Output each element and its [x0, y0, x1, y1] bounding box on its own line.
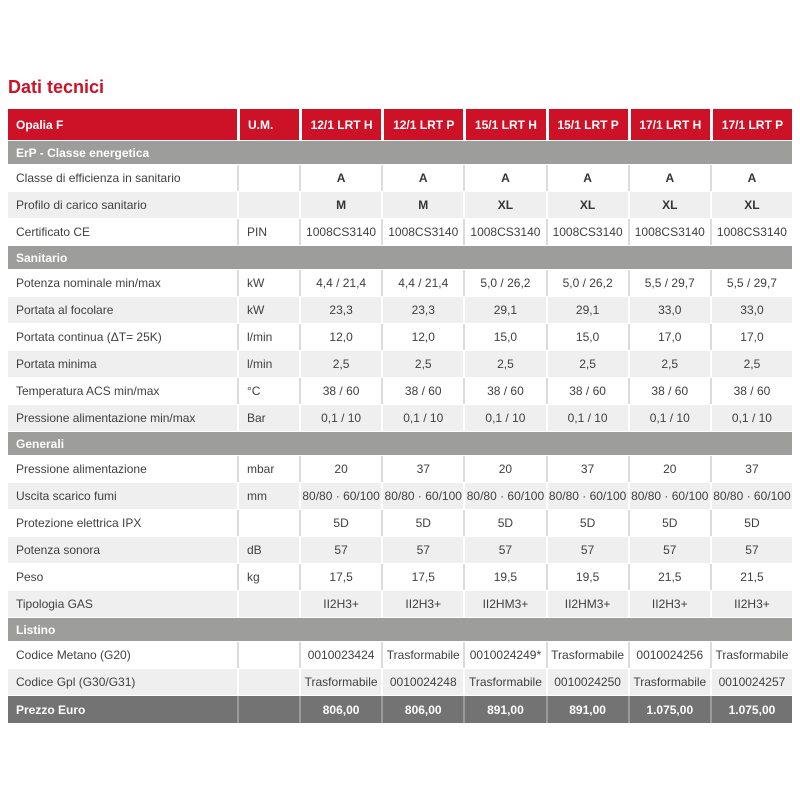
value-cell: A: [710, 165, 792, 191]
value-cell: 5,5 / 29,7: [710, 270, 792, 296]
value-cell: 80/80 · 60/100: [463, 483, 545, 509]
row-um: dB: [237, 537, 299, 563]
value-cell: 5,0 / 26,2: [546, 270, 628, 296]
row-um: kW: [237, 297, 299, 323]
value-cell: 0010024250: [546, 669, 628, 695]
value-cell: 17,5: [381, 564, 463, 590]
value-cell: 1008CS3140: [546, 219, 628, 245]
row-label: Prezzo Euro: [8, 696, 237, 723]
row-label: Tipologia GAS: [8, 591, 237, 617]
value-cell: 38 / 60: [546, 378, 628, 404]
value-cell: 12,0: [299, 324, 381, 350]
section-header-label: Sanitario: [8, 246, 792, 269]
value-cell: II2H3+: [299, 591, 381, 617]
value-cell: 57: [710, 537, 792, 563]
value-cell: 15,0: [546, 324, 628, 350]
col-header-model: 17/1 LRT H: [628, 109, 710, 140]
value-cell: A: [299, 165, 381, 191]
value-cell: II2H3+: [628, 591, 710, 617]
value-cell: 19,5: [463, 564, 545, 590]
value-cell: 57: [546, 537, 628, 563]
section-header-row: [8, 432, 792, 455]
value-cell: 15,0: [463, 324, 545, 350]
table-row: [8, 378, 792, 404]
row-um: kW: [237, 270, 299, 296]
value-cell: 1008CS3140: [299, 219, 381, 245]
col-header-model: 12/1 LRT H: [299, 109, 381, 140]
row-um: [237, 510, 299, 536]
table-row: [8, 537, 792, 563]
value-cell: Trasformabile: [710, 642, 792, 668]
value-cell: XL: [546, 192, 628, 218]
value-cell: 17,0: [628, 324, 710, 350]
price-cell: 1.075,00: [710, 696, 792, 723]
row-label: Certificato CE: [8, 219, 237, 245]
row-um: [237, 591, 299, 617]
row-label: Pressione alimentazione min/max: [8, 405, 237, 431]
price-cell: 1.075,00: [628, 696, 710, 723]
value-cell: 0,1 / 10: [381, 405, 463, 431]
value-cell: 5D: [628, 510, 710, 536]
value-cell: 5D: [381, 510, 463, 536]
value-cell: 57: [381, 537, 463, 563]
value-cell: 33,0: [710, 297, 792, 323]
row-um: [237, 696, 299, 723]
value-cell: 80/80 · 60/100: [546, 483, 628, 509]
value-cell: 17,0: [710, 324, 792, 350]
row-label: Classe di efficienza in sanitario: [8, 165, 237, 191]
table-row: [8, 564, 792, 590]
value-cell: II2HM3+: [463, 591, 545, 617]
row-label: Temperatura ACS min/max: [8, 378, 237, 404]
col-header-model: 15/1 LRT H: [463, 109, 545, 140]
row-um: mm: [237, 483, 299, 509]
row-um: mbar: [237, 456, 299, 482]
value-cell: A: [628, 165, 710, 191]
value-cell: 80/80 · 60/100: [710, 483, 792, 509]
value-cell: 2,5: [463, 351, 545, 377]
row-label: Portata continua (ΔT= 25K): [8, 324, 237, 350]
row-um: [237, 192, 299, 218]
value-cell: 20: [299, 456, 381, 482]
table-row: [8, 270, 792, 296]
table-row: [8, 192, 792, 218]
value-cell: A: [463, 165, 545, 191]
table-header-row: [8, 109, 792, 140]
table-row: [8, 669, 792, 695]
row-label: Peso: [8, 564, 237, 590]
value-cell: 38 / 60: [463, 378, 545, 404]
value-cell: 57: [463, 537, 545, 563]
value-cell: 5D: [546, 510, 628, 536]
value-cell: M: [299, 192, 381, 218]
table-row: [8, 483, 792, 509]
value-cell: 80/80 · 60/100: [299, 483, 381, 509]
value-cell: 0,1 / 10: [628, 405, 710, 431]
value-cell: Trasformabile: [381, 642, 463, 668]
value-cell: 1008CS3140: [381, 219, 463, 245]
value-cell: 29,1: [463, 297, 545, 323]
row-um: Bar: [237, 405, 299, 431]
value-cell: 80/80 · 60/100: [381, 483, 463, 509]
value-cell: 0010024249*: [463, 642, 545, 668]
value-cell: 38 / 60: [381, 378, 463, 404]
section-header-label: Generali: [8, 432, 792, 455]
row-label: Pressione alimentazione: [8, 456, 237, 482]
value-cell: 38 / 60: [299, 378, 381, 404]
value-cell: 37: [546, 456, 628, 482]
price-cell: 806,00: [299, 696, 381, 723]
value-cell: 2,5: [381, 351, 463, 377]
col-header-product: Opalia F: [8, 109, 237, 140]
section-header-row: [8, 246, 792, 269]
value-cell: 5D: [710, 510, 792, 536]
value-cell: 33,0: [628, 297, 710, 323]
value-cell: 4,4 / 21,4: [299, 270, 381, 296]
value-cell: A: [546, 165, 628, 191]
value-cell: 57: [628, 537, 710, 563]
row-um: PIN: [237, 219, 299, 245]
value-cell: II2H3+: [710, 591, 792, 617]
value-cell: 2,5: [546, 351, 628, 377]
value-cell: Trasformabile: [299, 669, 381, 695]
value-cell: 12,0: [381, 324, 463, 350]
col-header-model: 15/1 LRT P: [546, 109, 628, 140]
row-um: [237, 165, 299, 191]
value-cell: M: [381, 192, 463, 218]
value-cell: 21,5: [710, 564, 792, 590]
value-cell: 80/80 · 60/100: [628, 483, 710, 509]
price-cell: 891,00: [546, 696, 628, 723]
value-cell: 2,5: [710, 351, 792, 377]
value-cell: 0,1 / 10: [299, 405, 381, 431]
value-cell: 0,1 / 10: [710, 405, 792, 431]
row-label: Protezione elettrica IPX: [8, 510, 237, 536]
price-cell: 891,00: [463, 696, 545, 723]
value-cell: 17,5: [299, 564, 381, 590]
value-cell: 21,5: [628, 564, 710, 590]
value-cell: Trasformabile: [463, 669, 545, 695]
section-header-label: Listino: [8, 618, 792, 641]
value-cell: 23,3: [299, 297, 381, 323]
value-cell: 38 / 60: [628, 378, 710, 404]
value-cell: 20: [463, 456, 545, 482]
table-row: [8, 405, 792, 431]
row-um: l/min: [237, 324, 299, 350]
value-cell: 5D: [463, 510, 545, 536]
section-header-row: [8, 618, 792, 641]
table-row: [8, 324, 792, 350]
price-cell: 806,00: [381, 696, 463, 723]
section-header-label: ErP - Classe energetica: [8, 141, 792, 164]
row-um: [237, 669, 299, 695]
value-cell: 1008CS3140: [463, 219, 545, 245]
row-label: Codice Gpl (G30/G31): [8, 669, 237, 695]
value-cell: XL: [463, 192, 545, 218]
value-cell: II2H3+: [381, 591, 463, 617]
value-cell: 1008CS3140: [710, 219, 792, 245]
section-header-row: [8, 141, 792, 164]
value-cell: 1008CS3140: [628, 219, 710, 245]
table-row: [8, 165, 792, 191]
value-cell: 5,0 / 26,2: [463, 270, 545, 296]
row-label: Codice Metano (G20): [8, 642, 237, 668]
value-cell: Trasformabile: [628, 669, 710, 695]
row-um: l/min: [237, 351, 299, 377]
value-cell: XL: [628, 192, 710, 218]
value-cell: 37: [381, 456, 463, 482]
value-cell: 57: [299, 537, 381, 563]
value-cell: 0010024257: [710, 669, 792, 695]
row-um: kg: [237, 564, 299, 590]
value-cell: 23,3: [381, 297, 463, 323]
table-row: [8, 297, 792, 323]
row-label: Portata al focolare: [8, 297, 237, 323]
value-cell: II2HM3+: [546, 591, 628, 617]
value-cell: 2,5: [299, 351, 381, 377]
col-header-um: U.M.: [237, 109, 299, 140]
row-label: Portata minima: [8, 351, 237, 377]
page-title: Dati tecnici: [8, 77, 105, 97]
table-row: [8, 642, 792, 668]
value-cell: 2,5: [628, 351, 710, 377]
value-cell: 38 / 60: [710, 378, 792, 404]
table-row: [8, 351, 792, 377]
value-cell: 0010024248: [381, 669, 463, 695]
table-row: [8, 510, 792, 536]
value-cell: 29,1: [546, 297, 628, 323]
row-um: [237, 642, 299, 668]
value-cell: 37: [710, 456, 792, 482]
value-cell: XL: [710, 192, 792, 218]
value-cell: 4,4 / 21,4: [381, 270, 463, 296]
dati-table: [8, 109, 792, 723]
row-label: Potenza sonora: [8, 537, 237, 563]
row-label: Uscita scarico fumi: [8, 483, 237, 509]
price-row: [8, 696, 792, 723]
col-header-model: 17/1 LRT P: [710, 109, 792, 140]
table-row: [8, 591, 792, 617]
row-label: Profilo di carico sanitario: [8, 192, 237, 218]
value-cell: 0,1 / 10: [463, 405, 545, 431]
table-row: [8, 456, 792, 482]
value-cell: 0,1 / 10: [546, 405, 628, 431]
value-cell: 0010024256: [628, 642, 710, 668]
value-cell: 0010023424: [299, 642, 381, 668]
value-cell: 20: [628, 456, 710, 482]
row-um: °C: [237, 378, 299, 404]
value-cell: 5,5 / 29,7: [628, 270, 710, 296]
value-cell: Trasformabile: [546, 642, 628, 668]
value-cell: A: [381, 165, 463, 191]
row-label: Potenza nominale min/max: [8, 270, 237, 296]
col-header-model: 12/1 LRT P: [381, 109, 463, 140]
value-cell: 19,5: [546, 564, 628, 590]
table-row: [8, 219, 792, 245]
value-cell: 5D: [299, 510, 381, 536]
